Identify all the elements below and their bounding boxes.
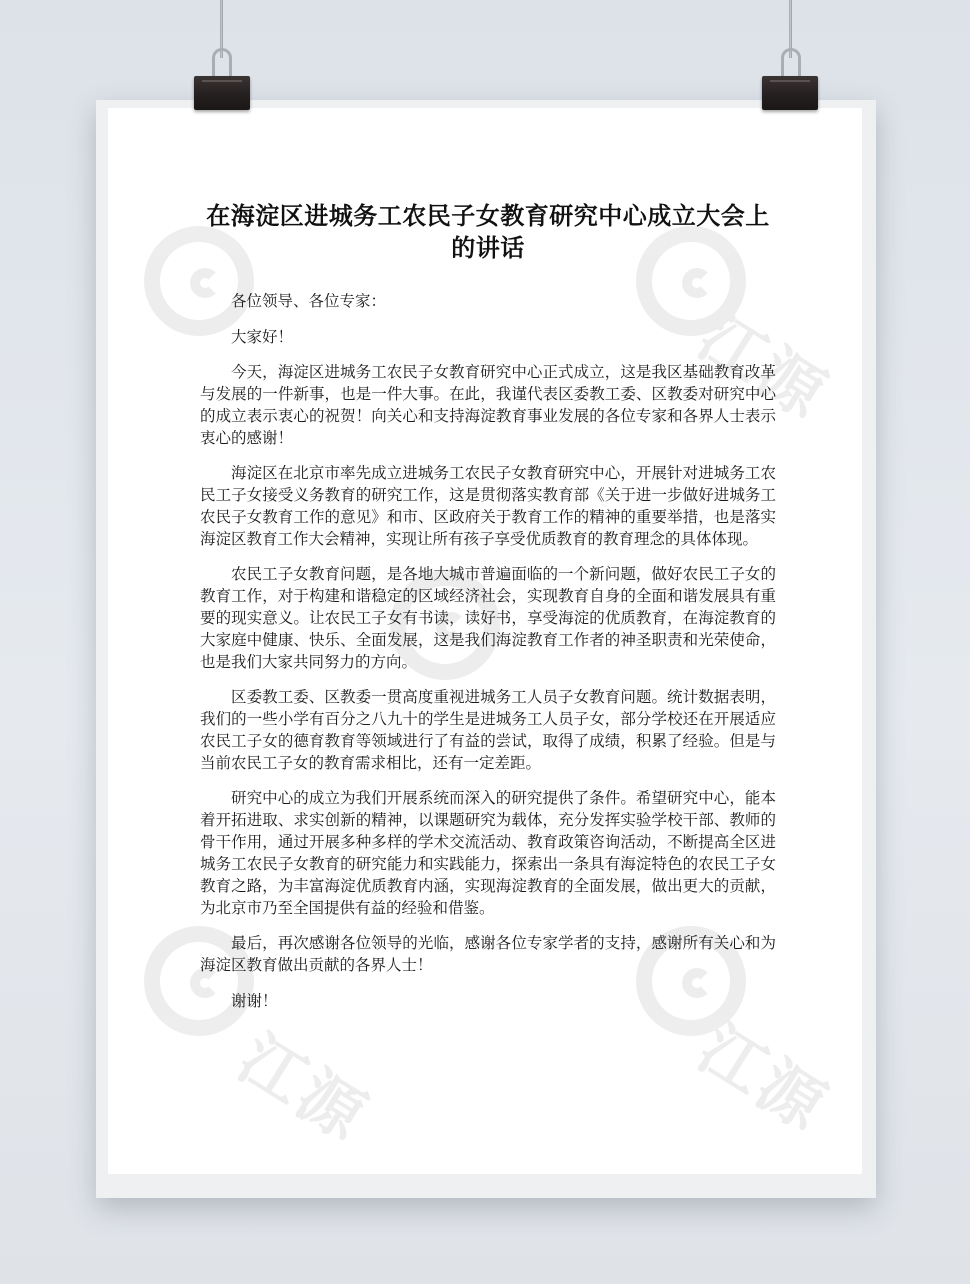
paragraph: 今天，海淀区进城务工农民子女教育研究中心正式成立，这是我区基础教育改革与发展的一件新事，也是一件大事。在此，我谨代表区委教工委、区教委对研究中心的成立表示衷心的祝贺！向关心和支持海淀教育事业发展的各位专家和各界人士表示衷心的感谢！ — [200, 363, 776, 447]
paragraph: 研究中心的成立为我们开展系统而深入的研究提供了条件。希望研究中心，能本着开拓进取、求实创新的精神，以课题研究为载体，充分发挥实验学校干部、教师的骨干作用，通过开展多种多样的学术交流活动、教育政策咨询活动，不断提高全区进城务工农民子女教育的研究能力和实践能力，探索出一条具有海淀特色的农民工子女教育之路，为丰富海淀优质教育内涵，实现海淀教育的全面发展，做出更大的贡献，为北京市乃至全国提供有益的经验和借鉴。 — [200, 789, 776, 917]
paragraph: 农民工子女教育问题，是各地大城市普遍面临的一个新问题，做好农民工子女的教育工作，对于构建和谐稳定的区域经济社会，实现教育自身的全面和谐发展具有重要的现实意义。让农民工子女有书读，读好书，享受海淀的优质教育，在海淀教育的大家庭中健康、快乐、全面发展，这是我们海淀教育工作者的神圣职责和光荣使命，也是我们大家共同努力的方向。 — [200, 565, 776, 671]
document-paper — [108, 108, 862, 1174]
paragraph: 最后，再次感谢各位领导的光临，感谢各位专家学者的支持，感谢所有关心和为海淀区教育做出贡献的各界人士！ — [200, 934, 776, 974]
document-title: 在海淀区进城务工农民子女教育研究中心成立大会上的讲话 — [206, 201, 770, 262]
paragraph: 区委教工委、区教委一贯高度重视进城务工人员子女教育问题。统计数据表明，我们的一些小学有百分之八九十的学生是进城务工人员子女，部分学校还在开展适应农民工子女的德育教育等领域进行了有益的尝试，取得了成绩，积累了经验。但是与当前农民工子女的教育需求相比，还有一定差距。 — [200, 688, 776, 772]
greeting: 大家好！ — [231, 328, 294, 346]
binder-clip-right — [762, 76, 818, 110]
watermark-text: 江源 — [225, 1021, 381, 1157]
closing: 谢谢！ — [231, 992, 278, 1010]
document-body — [200, 200, 776, 1012]
watermark-text: 江源 — [685, 1011, 841, 1147]
watermark-text: 江源 — [685, 299, 841, 435]
binder-clip-left — [194, 76, 250, 110]
paragraph: 海淀区在北京市率先成立进城务工农民子女教育研究中心，开展针对进城务工农民工子女接受义务教育的研究工作，这是贯彻落实教育部《关于进一步做好进城务工农民子女教育工作的意见》和市、区政府关于教育工作的精神的重要举措，也是落实海淀区教育工作大会精神，实现让所有孩子享受优质教育的教育理念的具体体现。 — [200, 464, 776, 548]
salutation: 各位领导、各位专家： — [231, 292, 387, 310]
